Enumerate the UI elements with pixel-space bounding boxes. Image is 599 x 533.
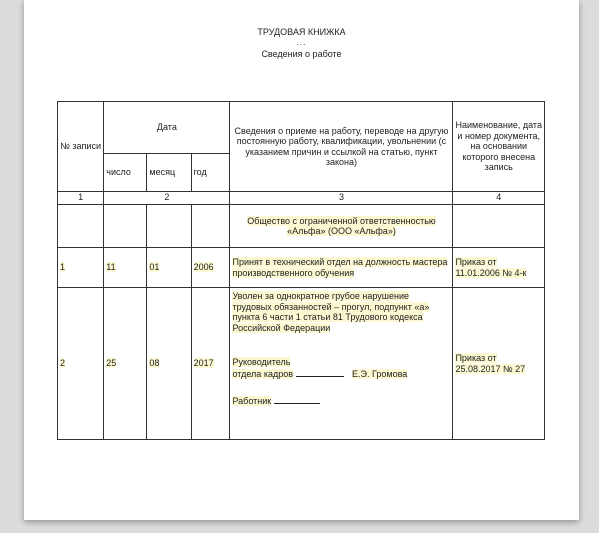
header-date: Дата — [104, 102, 230, 154]
row-year: 2017 — [191, 288, 230, 440]
header-day: число — [104, 154, 147, 192]
column-number-row — [58, 192, 545, 205]
dismissal-text: Уволен за однократное грубое нарушение трудовых обязанностей – прогул, подпункт «а» пункта 6 части 1 статьи 81 Трудового кодекса Российской Федерации — [232, 291, 430, 333]
row-month: 01 — [147, 248, 191, 288]
row-day: 11 — [104, 248, 147, 288]
column-number: 4 — [453, 192, 545, 205]
document-page — [24, 0, 579, 520]
signer-department: отдела кадров — [232, 368, 293, 379]
row-info — [230, 288, 453, 440]
company-name-cell — [230, 205, 453, 248]
document-title: ТРУДОВАЯ КНИЖКА — [257, 27, 346, 37]
signature-line — [296, 368, 344, 377]
company-name: Общество с ограниченной ответственностью «Альфа» (ООО «Альфа») — [247, 215, 436, 236]
column-number: 3 — [230, 192, 453, 205]
column-number: 2 — [104, 192, 230, 205]
header-document: Наименование, дата и номер документа, на основании которого внесена запись — [453, 102, 545, 192]
row-year: 2006 — [191, 248, 230, 288]
header-row — [58, 102, 545, 154]
row-document: Приказ от 25.08.2017 № 27 — [453, 288, 545, 440]
company-row — [58, 205, 545, 248]
row-no: 1 — [58, 248, 104, 288]
row-no: 2 — [58, 288, 104, 440]
work-record-table — [57, 101, 545, 440]
signer-name: Е.Э. Громова — [352, 368, 408, 379]
table-row — [58, 288, 545, 440]
row-info: Принят в технический отдел на должность мастера производственного обучения — [230, 248, 453, 288]
row-month: 08 — [147, 288, 191, 440]
column-number: 1 — [58, 192, 104, 205]
header-year: год — [191, 154, 230, 192]
row-document: Приказ от 11.01.2006 № 4-к — [453, 248, 545, 288]
header-info: Сведения о приеме на работу, переводе на другую постоянную работу, квалификации, увольнении (с указанием причин и ссылкой на статью, пункт закона) — [230, 102, 453, 192]
row-day: 25 — [104, 288, 147, 440]
employee-label: Работник — [232, 396, 272, 406]
table-row — [58, 248, 545, 288]
title-ellipsis: ... — [296, 38, 307, 47]
header-record-no: № записи — [58, 102, 104, 192]
header-month: месяц — [147, 154, 191, 192]
signer-title: Руководитель — [232, 357, 291, 367]
document-subtitle: Сведения о работе — [261, 49, 342, 59]
employee-signature-line — [274, 395, 320, 404]
